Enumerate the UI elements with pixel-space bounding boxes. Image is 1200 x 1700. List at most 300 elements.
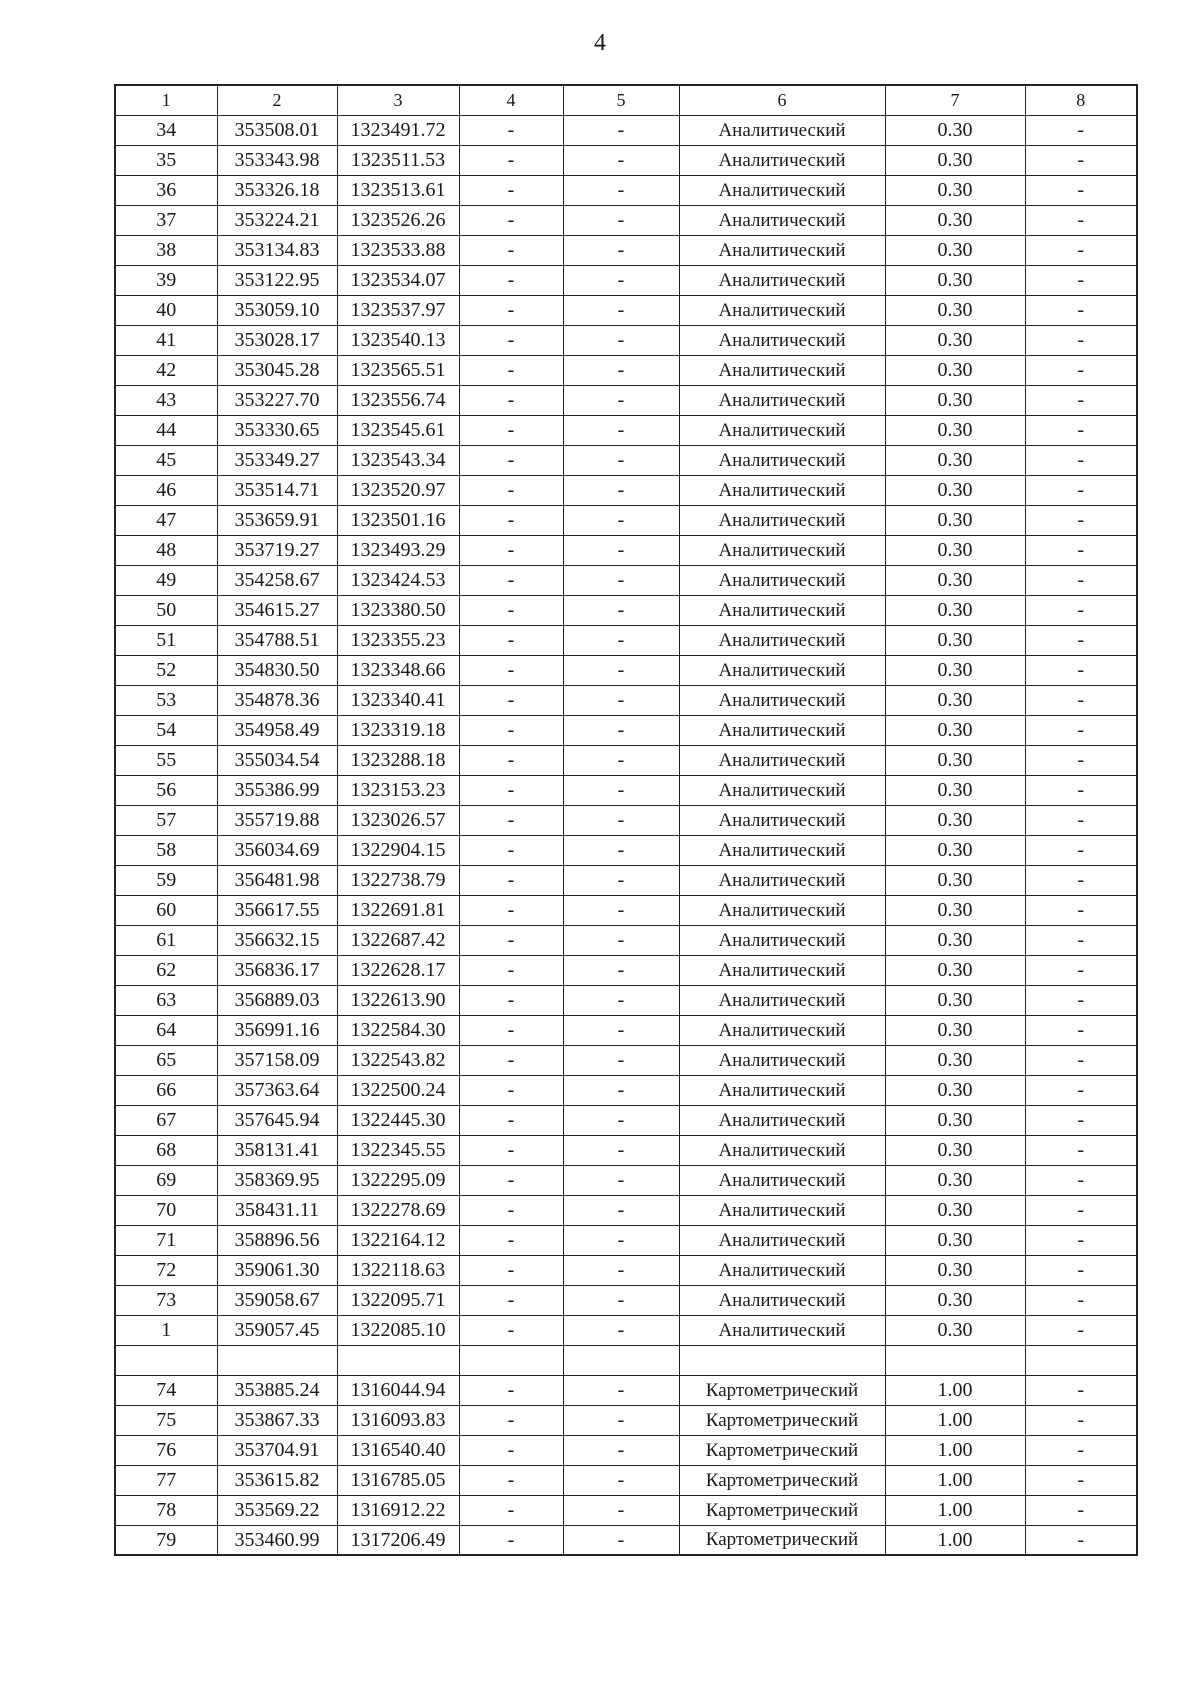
- table-cell: 353569.22: [217, 1495, 337, 1525]
- table-row: [115, 1225, 1137, 1255]
- table-cell: 1323513.61: [337, 175, 459, 205]
- table-cell: Аналитический: [679, 205, 885, 235]
- table-cell: -: [563, 535, 679, 565]
- table-cell: -: [459, 1525, 563, 1555]
- table-row: [115, 175, 1137, 205]
- table-cell: Аналитический: [679, 325, 885, 355]
- table-cell: 50: [115, 595, 217, 625]
- table-cell: Аналитический: [679, 115, 885, 145]
- table-cell: 42: [115, 355, 217, 385]
- table-cell: -: [563, 235, 679, 265]
- table-cell: 358896.56: [217, 1225, 337, 1255]
- table-cell: 0.30: [885, 265, 1025, 295]
- table-cell: -: [1025, 955, 1137, 985]
- table-cell: -: [1025, 235, 1137, 265]
- table-cell: -: [1025, 205, 1137, 235]
- table-cell: Аналитический: [679, 955, 885, 985]
- table-cell: 0.30: [885, 325, 1025, 355]
- table-cell: 353704.91: [217, 1435, 337, 1465]
- table-cell: 77: [115, 1465, 217, 1495]
- table-cell: 356034.69: [217, 835, 337, 865]
- table-row: [115, 715, 1137, 745]
- table-cell: -: [459, 1135, 563, 1165]
- table-cell: -: [1025, 1435, 1137, 1465]
- table-row: [115, 925, 1137, 955]
- table-cell: -: [563, 595, 679, 625]
- table-cell: 0.30: [885, 115, 1025, 145]
- table-cell: 1323380.50: [337, 595, 459, 625]
- table-cell: Аналитический: [679, 1045, 885, 1075]
- table-cell: 354878.36: [217, 685, 337, 715]
- table-cell: -: [459, 1195, 563, 1225]
- table-cell: 353508.01: [217, 115, 337, 145]
- table-cell: 353460.99: [217, 1525, 337, 1555]
- table-cell: Аналитический: [679, 145, 885, 175]
- table-cell: 76: [115, 1435, 217, 1465]
- table-cell: -: [459, 985, 563, 1015]
- table-cell: 0.30: [885, 955, 1025, 985]
- table-cell: 47: [115, 505, 217, 535]
- table-cell: Аналитический: [679, 475, 885, 505]
- table-cell: Аналитический: [679, 1315, 885, 1345]
- table-cell: 0.30: [885, 1315, 1025, 1345]
- table-cell: 355034.54: [217, 745, 337, 775]
- table-cell: 52: [115, 655, 217, 685]
- table-cell: -: [563, 1375, 679, 1405]
- table-cell: 1322118.63: [337, 1255, 459, 1285]
- table-cell: 1317206.49: [337, 1525, 459, 1555]
- table-cell: -: [563, 865, 679, 895]
- table-cell: 1322584.30: [337, 1015, 459, 1045]
- table-cell: -: [1025, 865, 1137, 895]
- table-cell: Аналитический: [679, 715, 885, 745]
- table-row: [115, 625, 1137, 655]
- table-cell: 0.30: [885, 1285, 1025, 1315]
- table-row: [115, 445, 1137, 475]
- table-cell: -: [563, 1105, 679, 1135]
- table-header-row: [115, 85, 1137, 115]
- table-cell: -: [563, 1045, 679, 1075]
- table-cell: -: [459, 625, 563, 655]
- table-cell: 40: [115, 295, 217, 325]
- table-row: [115, 475, 1137, 505]
- table-cell: 43: [115, 385, 217, 415]
- table-cell: 0.30: [885, 925, 1025, 955]
- table-cell: 37: [115, 205, 217, 235]
- table-cell: 354615.27: [217, 595, 337, 625]
- table-cell: -: [459, 1285, 563, 1315]
- table-cell: 356836.17: [217, 955, 337, 985]
- table-cell: -: [1025, 805, 1137, 835]
- table-cell: Картометрический: [679, 1465, 885, 1495]
- table-cell: -: [1025, 295, 1137, 325]
- table-cell: 48: [115, 535, 217, 565]
- table-cell: -: [563, 775, 679, 805]
- table-cell: 353134.83: [217, 235, 337, 265]
- table-cell: Картометрический: [679, 1375, 885, 1405]
- table-cell: -: [1025, 1375, 1137, 1405]
- table-cell: -: [563, 145, 679, 175]
- table-row: [115, 1345, 1137, 1375]
- table-cell: -: [563, 565, 679, 595]
- table-cell: -: [1025, 745, 1137, 775]
- table-cell: -: [459, 955, 563, 985]
- table-cell: 0.30: [885, 715, 1025, 745]
- table-cell: 356991.16: [217, 1015, 337, 1045]
- table-cell: 1322095.71: [337, 1285, 459, 1315]
- table-cell: 1.00: [885, 1495, 1025, 1525]
- table-cell: -: [459, 1105, 563, 1135]
- table-cell: 0.30: [885, 985, 1025, 1015]
- table-cell: -: [459, 1375, 563, 1405]
- table-cell: 353330.65: [217, 415, 337, 445]
- table-cell: -: [563, 1165, 679, 1195]
- table-cell: Аналитический: [679, 415, 885, 445]
- table-cell: 1323511.53: [337, 145, 459, 175]
- table-cell: -: [1025, 895, 1137, 925]
- table-cell: -: [1025, 1105, 1137, 1135]
- table-cell: 0.30: [885, 1225, 1025, 1255]
- table-cell: 74: [115, 1375, 217, 1405]
- table-cell: 357158.09: [217, 1045, 337, 1075]
- table-cell: 1316093.83: [337, 1405, 459, 1435]
- table-cell: 1322295.09: [337, 1165, 459, 1195]
- table-cell: 1323501.16: [337, 505, 459, 535]
- table-cell: 46: [115, 475, 217, 505]
- table-cell: 353867.33: [217, 1405, 337, 1435]
- table-cell: Аналитический: [679, 265, 885, 295]
- table-cell: -: [1025, 505, 1137, 535]
- table-body: [115, 115, 1137, 1555]
- table-cell: Аналитический: [679, 445, 885, 475]
- table-cell: Аналитический: [679, 805, 885, 835]
- table-cell: -: [1025, 1135, 1137, 1165]
- table-cell: -: [459, 1045, 563, 1075]
- table-cell: 1323556.74: [337, 385, 459, 415]
- table-cell: 1322543.82: [337, 1045, 459, 1075]
- table-cell: 1322345.55: [337, 1135, 459, 1165]
- table-row: [115, 1435, 1137, 1465]
- table-cell: -: [1025, 1525, 1137, 1555]
- table-cell: Картометрический: [679, 1435, 885, 1465]
- table-cell: -: [563, 745, 679, 775]
- table-cell: -: [1025, 355, 1137, 385]
- table-row: [115, 745, 1137, 775]
- table-cell: 356481.98: [217, 865, 337, 895]
- table-cell: 1323026.57: [337, 805, 459, 835]
- table-cell: -: [563, 325, 679, 355]
- table-cell: -: [459, 265, 563, 295]
- table-cell: -: [563, 445, 679, 475]
- table-cell: Аналитический: [679, 745, 885, 775]
- table-row: [115, 1315, 1137, 1345]
- table-cell: 353059.10: [217, 295, 337, 325]
- table-cell: 0.30: [885, 1165, 1025, 1195]
- table-cell: Аналитический: [679, 685, 885, 715]
- table-cell: -: [459, 1075, 563, 1105]
- table-cell: -: [459, 1405, 563, 1435]
- table-row: [115, 205, 1137, 235]
- table-cell: Аналитический: [679, 865, 885, 895]
- table-cell: -: [459, 655, 563, 685]
- table-cell: -: [1025, 625, 1137, 655]
- column-header-6: 6: [679, 85, 885, 115]
- table-cell: Картометрический: [679, 1405, 885, 1435]
- table-cell: 1316540.40: [337, 1435, 459, 1465]
- table-cell: Аналитический: [679, 655, 885, 685]
- table-cell: -: [1025, 265, 1137, 295]
- table-cell: 0.30: [885, 775, 1025, 805]
- table-cell: -: [563, 1255, 679, 1285]
- table-cell: -: [563, 1135, 679, 1165]
- table-cell: 75: [115, 1405, 217, 1435]
- table-row: [115, 355, 1137, 385]
- table-cell: -: [459, 775, 563, 805]
- table-cell: 353326.18: [217, 175, 337, 205]
- table-cell: 1322500.24: [337, 1075, 459, 1105]
- table-cell: 1323355.23: [337, 625, 459, 655]
- table-cell: -: [1025, 1225, 1137, 1255]
- table-cell: 1323565.51: [337, 355, 459, 385]
- table-cell: 354788.51: [217, 625, 337, 655]
- table-row: [115, 835, 1137, 865]
- table-cell: 1322164.12: [337, 1225, 459, 1255]
- table-cell: 0.30: [885, 835, 1025, 865]
- table-cell: 353227.70: [217, 385, 337, 415]
- table-cell: -: [459, 685, 563, 715]
- table-cell: -: [563, 385, 679, 415]
- table-row: [115, 1285, 1137, 1315]
- table-cell: 1323319.18: [337, 715, 459, 745]
- table-cell: -: [563, 895, 679, 925]
- table-cell: -: [459, 715, 563, 745]
- table-cell: 0.30: [885, 1015, 1025, 1045]
- table-cell: -: [1025, 835, 1137, 865]
- table-cell: -: [563, 1015, 679, 1045]
- table-cell: 49: [115, 565, 217, 595]
- table-cell: 0.30: [885, 235, 1025, 265]
- table-cell: 1323537.97: [337, 295, 459, 325]
- table-cell: 354830.50: [217, 655, 337, 685]
- table-cell: -: [1025, 595, 1137, 625]
- table-cell: 54: [115, 715, 217, 745]
- table-cell: 0.30: [885, 295, 1025, 325]
- table-cell: Картометрический: [679, 1525, 885, 1555]
- table-cell: [679, 1345, 885, 1375]
- table-cell: 1.00: [885, 1375, 1025, 1405]
- table-cell: 0.30: [885, 865, 1025, 895]
- table-cell: 357363.64: [217, 1075, 337, 1105]
- table-cell: 1322613.90: [337, 985, 459, 1015]
- table-cell: 1322445.30: [337, 1105, 459, 1135]
- table-cell: 354258.67: [217, 565, 337, 595]
- table-cell: -: [1025, 1465, 1137, 1495]
- table-cell: -: [563, 1525, 679, 1555]
- table-cell: -: [459, 205, 563, 235]
- table-row: [115, 1255, 1137, 1285]
- table-row: [115, 1105, 1137, 1135]
- table-cell: -: [563, 295, 679, 325]
- table-cell: 62: [115, 955, 217, 985]
- table-cell: 1.00: [885, 1405, 1025, 1435]
- table-cell: -: [563, 955, 679, 985]
- table-cell: Аналитический: [679, 895, 885, 925]
- table-cell: -: [1025, 325, 1137, 355]
- table-cell: -: [1025, 685, 1137, 715]
- table-cell: -: [459, 1435, 563, 1465]
- table-cell: 1: [115, 1315, 217, 1345]
- table-cell: 39: [115, 265, 217, 295]
- table-cell: 45: [115, 445, 217, 475]
- table-cell: 1316785.05: [337, 1465, 459, 1495]
- table-cell: 0.30: [885, 475, 1025, 505]
- table-cell: -: [459, 745, 563, 775]
- table-cell: 353028.17: [217, 325, 337, 355]
- table-cell: -: [459, 415, 563, 445]
- table-row: [115, 1525, 1137, 1555]
- table-row: [115, 565, 1137, 595]
- table-cell: [115, 1345, 217, 1375]
- table-row: [115, 235, 1137, 265]
- table-cell: -: [459, 1165, 563, 1195]
- table-row: [115, 1495, 1137, 1525]
- table-cell: -: [459, 1315, 563, 1345]
- table-cell: -: [459, 475, 563, 505]
- table-cell: 353615.82: [217, 1465, 337, 1495]
- table-cell: -: [1025, 385, 1137, 415]
- table-cell: -: [1025, 415, 1137, 445]
- table-cell: -: [1025, 1075, 1137, 1105]
- table-cell: 0.30: [885, 415, 1025, 445]
- table-cell: -: [459, 835, 563, 865]
- table-cell: Аналитический: [679, 1255, 885, 1285]
- table-cell: Аналитический: [679, 835, 885, 865]
- table-cell: 44: [115, 415, 217, 445]
- table-cell: 66: [115, 1075, 217, 1105]
- table-cell: -: [1025, 475, 1137, 505]
- table-cell: 1323491.72: [337, 115, 459, 145]
- table-cell: 0.30: [885, 175, 1025, 205]
- table-cell: 355386.99: [217, 775, 337, 805]
- table-row: [115, 985, 1137, 1015]
- table-cell: 359061.30: [217, 1255, 337, 1285]
- table-cell: Аналитический: [679, 385, 885, 415]
- table-cell: 55: [115, 745, 217, 775]
- table-cell: -: [563, 625, 679, 655]
- table-cell: -: [459, 1255, 563, 1285]
- table-cell: 353514.71: [217, 475, 337, 505]
- table-cell: -: [563, 985, 679, 1015]
- table-cell: -: [459, 175, 563, 205]
- table-cell: -: [459, 295, 563, 325]
- table-cell: 0.30: [885, 895, 1025, 925]
- table-cell: 1323153.23: [337, 775, 459, 805]
- table-cell: [459, 1345, 563, 1375]
- table-cell: Аналитический: [679, 1165, 885, 1195]
- table-cell: 356889.03: [217, 985, 337, 1015]
- table-cell: 353045.28: [217, 355, 337, 385]
- table-cell: Аналитический: [679, 1225, 885, 1255]
- table-cell: [337, 1345, 459, 1375]
- table-row: [115, 535, 1137, 565]
- table-cell: -: [1025, 655, 1137, 685]
- table-cell: 1322628.17: [337, 955, 459, 985]
- table-cell: -: [563, 1075, 679, 1105]
- table-cell: -: [1025, 985, 1137, 1015]
- table-cell: -: [459, 385, 563, 415]
- table-cell: 353349.27: [217, 445, 337, 475]
- table-cell: Аналитический: [679, 925, 885, 955]
- table-cell: Аналитический: [679, 985, 885, 1015]
- table-cell: -: [563, 205, 679, 235]
- table-cell: -: [1025, 145, 1137, 175]
- table-cell: 356617.55: [217, 895, 337, 925]
- table-row: [115, 1165, 1137, 1195]
- table-cell: Аналитический: [679, 505, 885, 535]
- table-row: [115, 865, 1137, 895]
- column-header-7: 7: [885, 85, 1025, 115]
- table-cell: 0.30: [885, 565, 1025, 595]
- coordinates-table: [114, 84, 1138, 1556]
- table-cell: -: [459, 565, 563, 595]
- column-header-5: 5: [563, 85, 679, 115]
- table-cell: 41: [115, 325, 217, 355]
- table-cell: Аналитический: [679, 235, 885, 265]
- table-cell: 0.30: [885, 1105, 1025, 1135]
- table-cell: 353224.21: [217, 205, 337, 235]
- table-cell: -: [1025, 1495, 1137, 1525]
- table-cell: 0.30: [885, 595, 1025, 625]
- table-cell: -: [459, 595, 563, 625]
- table-cell: 51: [115, 625, 217, 655]
- table-cell: -: [1025, 535, 1137, 565]
- table-cell: -: [563, 415, 679, 445]
- table-cell: 59: [115, 865, 217, 895]
- table-cell: 58: [115, 835, 217, 865]
- table-cell: 1.00: [885, 1435, 1025, 1465]
- table-cell: 0.30: [885, 1195, 1025, 1225]
- table-cell: Аналитический: [679, 565, 885, 595]
- table-cell: 1323533.88: [337, 235, 459, 265]
- table-cell: 1323526.26: [337, 205, 459, 235]
- table-cell: 53: [115, 685, 217, 715]
- table-row: [115, 415, 1137, 445]
- table-cell: -: [563, 655, 679, 685]
- table-cell: 71: [115, 1225, 217, 1255]
- table-cell: 353659.91: [217, 505, 337, 535]
- table-cell: 353343.98: [217, 145, 337, 175]
- table-cell: -: [1025, 1165, 1137, 1195]
- table-cell: 1322691.81: [337, 895, 459, 925]
- table-cell: -: [1025, 445, 1137, 475]
- table-cell: -: [563, 805, 679, 835]
- table-cell: 358369.95: [217, 1165, 337, 1195]
- table-cell: [217, 1345, 337, 1375]
- table-cell: 0.30: [885, 505, 1025, 535]
- table-cell: -: [1025, 1195, 1137, 1225]
- table-cell: 0.30: [885, 625, 1025, 655]
- table-cell: 0.30: [885, 445, 1025, 475]
- table-cell: -: [459, 1465, 563, 1495]
- table-cell: -: [1025, 1045, 1137, 1075]
- table-cell: 0.30: [885, 805, 1025, 835]
- table-cell: 1322085.10: [337, 1315, 459, 1345]
- table-cell: -: [459, 445, 563, 475]
- table-cell: 1322278.69: [337, 1195, 459, 1225]
- table-cell: 64: [115, 1015, 217, 1045]
- table-cell: 354958.49: [217, 715, 337, 745]
- table-cell: 358131.41: [217, 1135, 337, 1165]
